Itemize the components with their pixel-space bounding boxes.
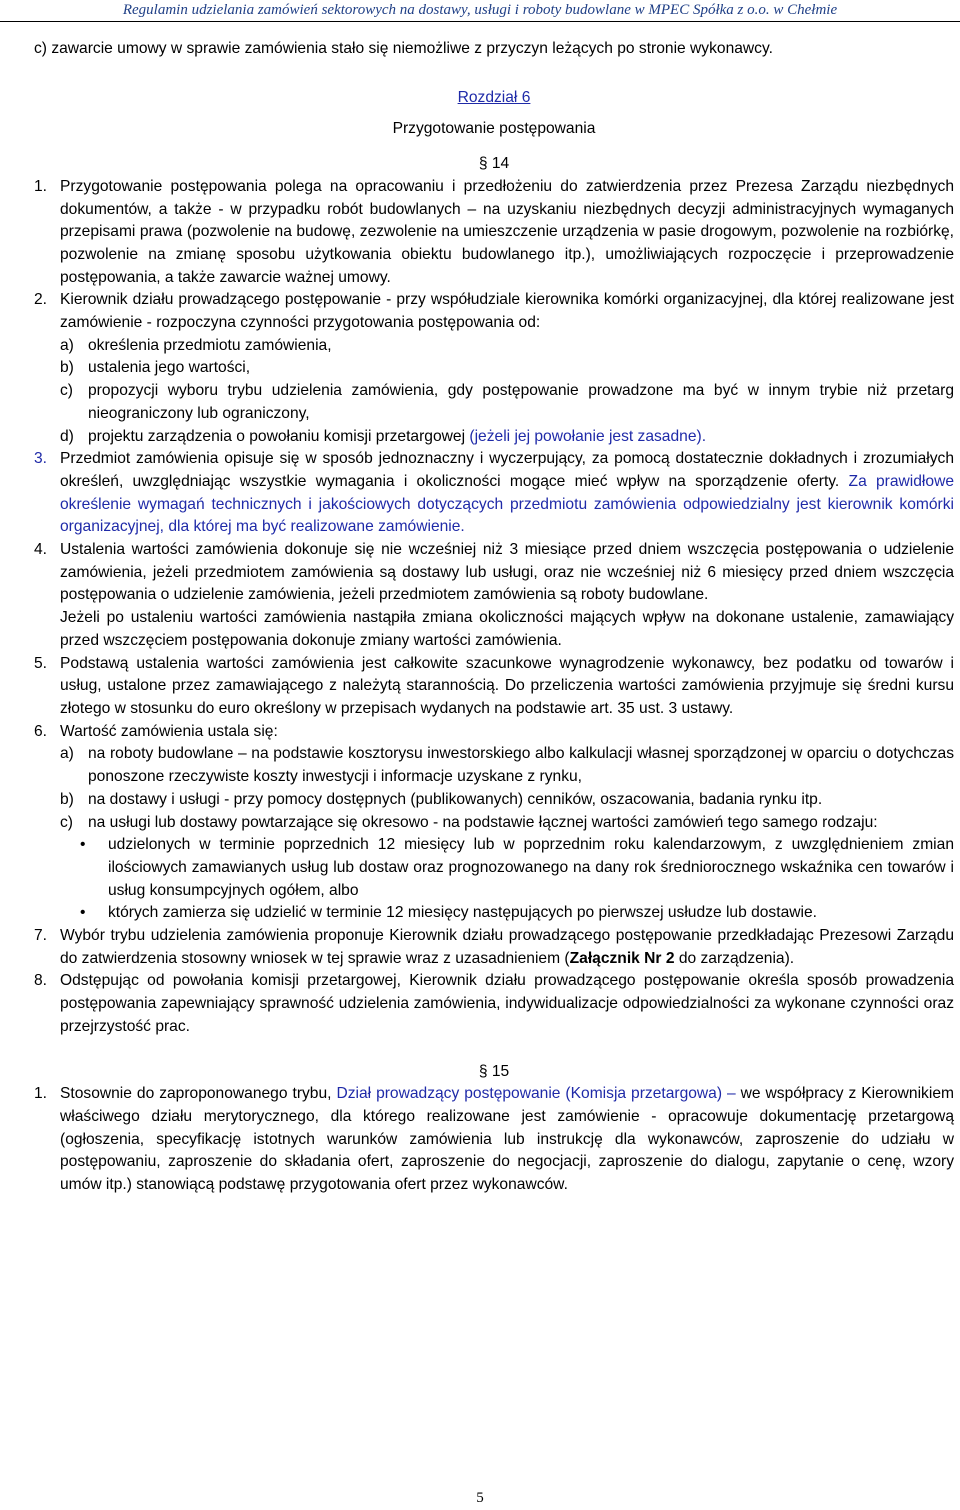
list-item-c: c) propozycji wyboru trybu udzielenia zamówienia, gdy postępowanie prowadzone ma być w innym trybie niż przetarg nieograniczony lub ograniczony, bbox=[60, 382, 954, 422]
paragraph-number: 2. bbox=[34, 291, 48, 309]
section-label: 14 bbox=[491, 155, 510, 173]
section-15-heading: § 15 bbox=[478, 1062, 510, 1080]
attachment-reference: Załącznik Nr 2 bbox=[569, 949, 675, 967]
paragraph-4 bbox=[34, 539, 954, 653]
bullet-icon: • bbox=[80, 904, 86, 922]
paragraph-number: 1. bbox=[34, 177, 48, 195]
blue-text: Za prawidłowe określenie wymagań technicznych i jakościowych dotyczących przedmiotu zamówienia odpowiedzialny jest kierownik komórki organizacyjnej, dla której ma być realizowane zamówienie. bbox=[60, 472, 955, 536]
intro-item: c) zawarcie umowy w sprawie zamówienia stało się niemożliwe z przyczyn leżących po stronie wykonawcy. bbox=[34, 40, 773, 57]
paragraph-3 bbox=[34, 448, 954, 539]
paragraph-text: Podstawą ustalenia wartości zamówienia jest całkowite szacunkowe wynagrodzenie wykonawcy, bez podatku od towarów i usług, ustalone przez zamawiającego z należytą starannością. Do przeliczenia wartości zamówienia przyjmuje się średni kursu złotego w stosunku do euro określony w przepisach wydanych na podstawie art. 35 ust. 3 ustawy. bbox=[60, 654, 954, 717]
list-item-a: a) określenia przedmiotu zamówienia, bbox=[60, 336, 332, 354]
paragraph-number: 8. bbox=[34, 972, 48, 990]
paragraph-6 bbox=[34, 721, 954, 925]
paragraph-text: Kierownik działu prowadzącego postępowanie - przy współudziale kierownika komórki organizacyjnej, dla której realizowane jest zamówienie - rozpoczyna czynności przygotowania postępowania od: bbox=[60, 291, 954, 332]
section-14-heading: § 14 bbox=[478, 155, 510, 173]
list-item-b: b) ustalenia jego wartości, bbox=[60, 359, 251, 377]
bullet-icon: • bbox=[80, 836, 86, 854]
paragraph-15-1: 1. Stosownie do zaproponowanego trybu, Dział prowadzący postępowanie (Komisja przetargowa) – we współpracy z Kierownikiem właściwego działu merytorycznego, dla którego realizowane jest zamówienie - opracowuje dokumentację przetargową (ogłoszenia, specyfikację istotnych warunków zamówienia lub instrukcję dla wykonawców, zaproszenie do udziału w postępowaniu, zaproszenie do składania ofert, zaproszenie do negocjacji, zaproszenie do dialogu, zapytanie o cenę, wzory umów itp.) stanowiącą podstawę przygotowania ofert przez wykonawców. bbox=[34, 1085, 954, 1194]
paragraph-text: Ustalenia wartości zamówienia dokonuje się nie wcześniej niż 3 miesiące przed dniem wszczęcia postępowania o udzielenie zamówienia, jeżeli przedmiotem zamówienia są dostawy lub usługi, oraz nie wcześniej niż 6 miesięcy przed dniem wszczęcia postępowania o udzielenie zamówienia, jeżeli przedmiotem zamówienia są roboty budowlane. bbox=[60, 541, 954, 604]
paragraph-number: 1. bbox=[34, 1085, 48, 1103]
chapter-subtitle: Przygotowanie postępowania bbox=[392, 120, 596, 138]
document-body bbox=[34, 38, 954, 1197]
chapter-heading bbox=[34, 87, 954, 141]
list-item-d: d) projektu zarządzenia o powołaniu komisji przetargowej (jeżeli jej powołanie jest zasadne). bbox=[60, 427, 707, 445]
paragraph-text: Odstępując od powołania komisji przetargowej, Kierownik działu prowadzącego postępowanie określa sposób prowadzenia postępowania zapewniający sprawność udzielenia zamówienia, indywidualizacje odpowiedzialności za wykonane czynności oraz przejrzystość prac. bbox=[60, 972, 954, 1035]
paragraph-number: 4. bbox=[34, 541, 48, 559]
paragraph-text-2: Jeżeli po ustaleniu wartości zamówienia nastąpiła zmiana okoliczności mających wpływ na dokonane ustalenie, zamawiający przed wszczęciem postępowania dokonuje zmiany wartości zamówienia. bbox=[60, 609, 954, 649]
bullet-item-1: • udzielonych w terminie poprzednich 12 miesięcy lub w poprzednim roku kalendarzowym, z uwzględnieniem zmian ilościowych zamawianych usług lub dostaw oraz prognozowanego na dany rok średniorocznego wskaźnika cen towarów i usług konsumpcyjnych ogółem, albo bbox=[60, 834, 954, 902]
paragraph-text: Przygotowanie postępowania polega na opracowaniu i przedłożeniu do zatwierdzenia przez Prezesa Zarządu niezbędnych dokumentów, a także - w przypadku robót budowlanych – na uzyskaniu niezbędnych decyzji administracyjnych wymaganych przepisami prawa (pozwolenie na budowę, zezwolenie na umieszczenie urządzenia w pasie drogowym, pozwolenie na rozbiórkę, pozwolenie na zmianę sposobu użytkowania obiektu budowlanego itp.), umożliwiających rozpoczęcie i przeprowadzenie postępowania, a także zawarcie ważnej umowy. bbox=[60, 177, 954, 286]
list-item-c: c) na usługi lub dostawy powtarzające się okresowo - na podstawie łącznej wartości zamówień tego samego rodzaju: bbox=[60, 813, 878, 831]
bullet-item-2: • których zamierza się udzielić w terminie 12 miesięcy następujących po pierwszej usłudze lub dostawie. bbox=[60, 902, 954, 925]
paragraph-1 bbox=[34, 176, 954, 290]
chapter-title: Rozdział 6 bbox=[457, 88, 531, 106]
paragraph-number: 7. bbox=[34, 927, 48, 945]
blue-text: Dział prowadzący postępowanie (Komisja przetargowa) – bbox=[336, 1085, 736, 1103]
section-label: 15 bbox=[491, 1062, 510, 1080]
paragraph-2 bbox=[34, 289, 954, 448]
running-header: Regulamin udzielania zamówień sektorowych na dostawy, usługi i roboty budowlane w MPEC Spółka z o.o. w Chełmie bbox=[122, 2, 838, 18]
paragraph-8 bbox=[34, 970, 954, 1038]
paragraph-7: 7. Wybór trybu udzielenia zamówienia proponuje Kierownik działu prowadzącego postępowanie przedkładając Prezesowi Zarządu do zatwierdzenia stosowny wniosek w tej sprawie wraz z uzasadnieniem (Załącznik Nr 2 do zarządzenia). bbox=[34, 927, 954, 967]
paragraph-text: Wartość zamówienia ustala się: bbox=[60, 722, 278, 740]
list-item-b: b) na dostawy i usługi - przy pomocy dostępnych (publikowanych) cenników, oszacowania, badania rynku itp. bbox=[60, 790, 823, 808]
paragraph-number: 5. bbox=[34, 654, 48, 672]
header-rule bbox=[0, 21, 960, 22]
list-item-a: a) na roboty budowlane – na podstawie kosztorysu inwestorskiego albo kalkulacji własnej sporządzonej w oparciu o dotychczas ponoszone rzeczywiste koszty inwestycji i informacje uzyskane z rynku, bbox=[60, 745, 954, 786]
page-number: 5 bbox=[476, 1490, 484, 1506]
paragraph-text: Przedmiot zamówienia opisuje się w sposób jednoznaczny i wyczerpujący, za pomocą dostatecznie dokładnych i zrozumiałych określeń, uwzględniając wszystkie wymagania i okoliczności mogące mieć wpływ na sporządzenie oferty. bbox=[60, 450, 954, 490]
paragraph-number: 3. bbox=[34, 450, 48, 468]
blue-note: (jeżeli jej powołanie jest zasadne). bbox=[469, 427, 707, 445]
paragraph-number: 6. bbox=[34, 722, 48, 740]
paragraph-5 bbox=[34, 653, 954, 721]
